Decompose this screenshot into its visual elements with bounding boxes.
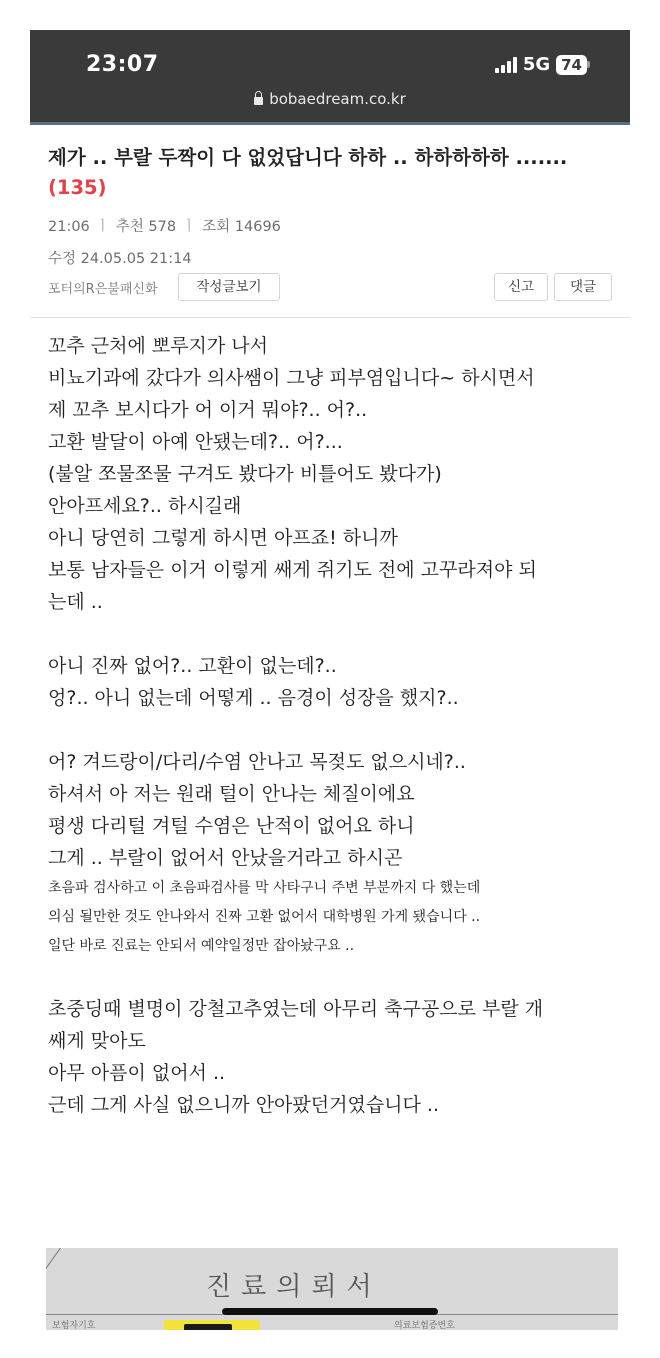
content-line: 엉?.. 아니 없는데 어떻게 .. 음경이 성장을 했지?.. <box>48 687 459 709</box>
recommend-count: 추천 578 <box>115 219 177 235</box>
edited-date: 수정 24.05.05 21:14 <box>48 251 192 267</box>
content-line: 꼬추 근처에 뽀루지가 나서 <box>48 335 269 357</box>
content-line: 근데 그게 사실 없으니까 안아팠던거였습니다 .. <box>48 1094 440 1116</box>
view-posts-button[interactable]: 작성글보기 <box>178 273 280 301</box>
address-bar[interactable] <box>30 90 630 108</box>
content-line: 평생 다리털 겨털 수염은 난적이 없어요 하니 <box>48 815 415 837</box>
status-bar <box>30 30 630 122</box>
content-line: 제 꼬추 보시다가 어 이거 뭐야?.. 어?.. <box>48 399 368 421</box>
content-line: 아니 진짜 없어?.. 고환이 없는데?.. <box>48 655 337 677</box>
signal-icon <box>495 57 517 73</box>
battery-icon <box>556 55 590 75</box>
lock-icon <box>254 97 263 105</box>
comment-button[interactable]: 댓글 <box>554 273 612 301</box>
report-button[interactable]: 신고 <box>494 273 548 301</box>
post-title-text: 제가 .. 부랄 두짝이 다 없었답니다 하하 .. 하하하하하 ....... <box>48 146 568 169</box>
content-line: 어? 겨드랑이/다리/수염 안나고 목젖도 없으시네?.. <box>48 751 466 773</box>
content-line-small: 일단 바로 진료는 안되서 예약일정만 잡아놨구요 .. <box>48 938 355 954</box>
content-line: 그게 .. 부랄이 없어서 안났을거라고 하시곤 <box>48 847 403 869</box>
content-line: 안아프세요?.. 하시길래 <box>48 495 242 517</box>
home-indicator[interactable] <box>222 1308 438 1315</box>
post-content <box>48 330 618 1121</box>
content-line: 비뇨기과에 갔다가 의사쌤이 그냥 피부염입니다~ 하시면서 <box>48 367 535 389</box>
post-header <box>30 125 630 318</box>
photo-label-left: 보험자기호 <box>52 1321 96 1330</box>
content-line: 쌔게 맞아도 <box>48 1030 146 1052</box>
url-text: bobaedream.co.kr <box>269 90 406 108</box>
post-time: 21:06 <box>48 219 90 235</box>
content-line: 초중딩때 별명이 강철고추였는데 아무리 축구공으로 부랄 개 <box>48 998 544 1020</box>
comment-count[interactable]: (135) <box>48 176 107 199</box>
redacted-marker <box>164 1320 260 1330</box>
content-line: 는데 .. <box>48 591 103 613</box>
status-time: 23:07 <box>86 52 159 77</box>
content-line: 아니 당연히 그렇게 하시면 아프죠! 하니까 <box>48 527 398 549</box>
author-name[interactable]: 포터의R은불패신화 <box>48 282 158 297</box>
content-line: 아무 아픔이 없어서 .. <box>48 1062 226 1084</box>
content-line: 보통 남자들은 이거 이렇게 쌔게 쥐기도 전에 고꾸라져야 되 <box>48 559 537 581</box>
post-meta: 21:06 ㅣ 추천 578 ㅣ 조회 14696 <box>48 219 281 235</box>
content-line: 고환 발달이 아예 안됐는데?.. 어?... <box>48 431 343 453</box>
content-line-small: 의심 될만한 것도 안나와서 진짜 고환 없어서 대학병원 가게 됐습니다 .. <box>48 909 481 925</box>
status-indicators <box>495 54 590 75</box>
content-line: 하셔서 아 저는 원래 털이 안나는 체질이에요 <box>48 783 415 805</box>
battery-level: 74 <box>556 55 587 75</box>
photo-label-right: 의료보험증번호 <box>394 1321 455 1330</box>
post-title <box>48 143 618 203</box>
attached-photo[interactable] <box>46 1248 618 1330</box>
content-line: (불알 쪼물쪼물 구겨도 봤다가 비틀어도 봤다가) <box>48 463 442 485</box>
author-row <box>48 273 612 301</box>
view-count: 조회 14696 <box>202 219 281 235</box>
phone-screen <box>30 30 630 1330</box>
photo-document-title: 진료의뢰서 <box>206 1272 382 1302</box>
content-line-small: 초음파 검사하고 이 초음파검사를 막 사타구니 주변 부분까지 다 했는데 <box>48 880 481 896</box>
network-type: 5G <box>522 54 551 75</box>
